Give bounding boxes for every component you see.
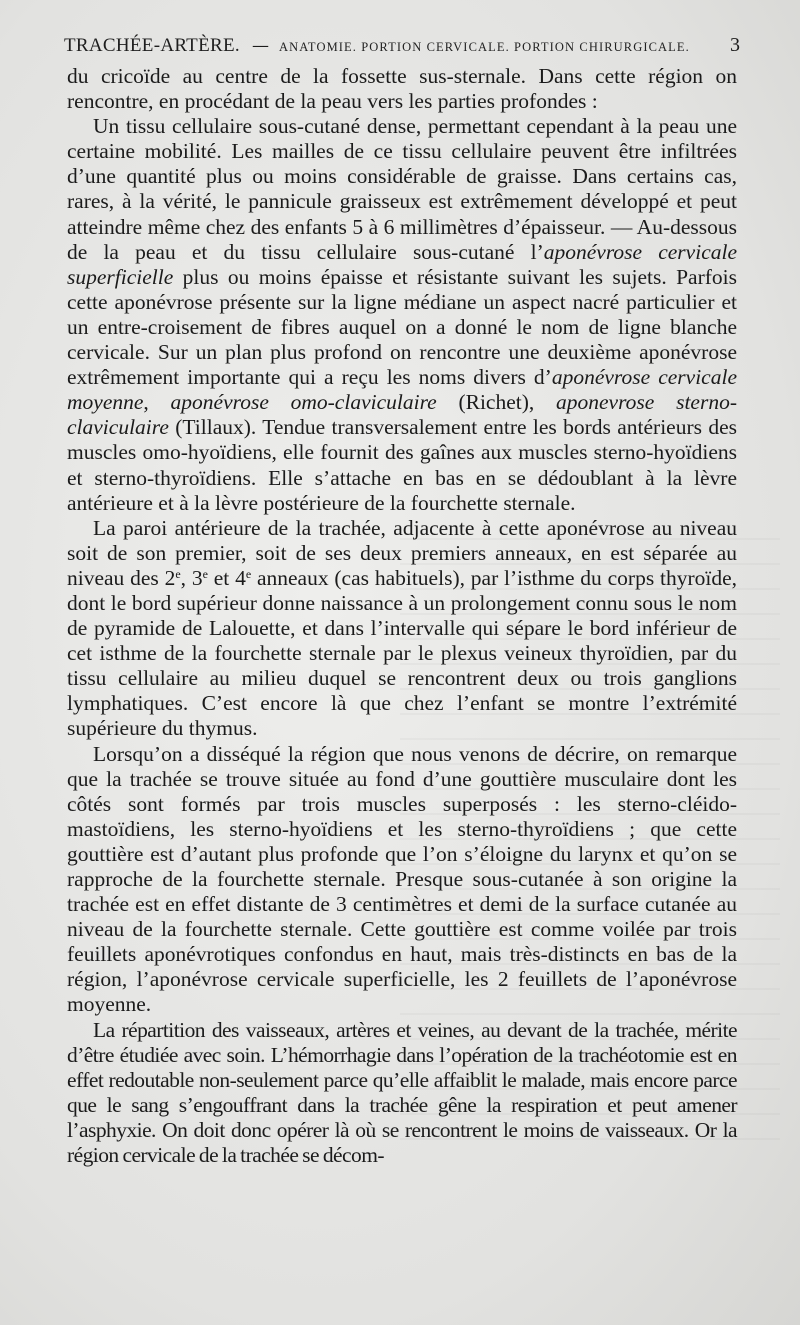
- ordinal-superscript: e: [245, 566, 252, 581]
- paragraph-3: [67, 516, 737, 742]
- italic-term: aponévrose cervicale moyenne: [67, 365, 737, 415]
- text-run: (Tillaux). Tendue transversalement entre les bords antérieurs des muscles omo-hyoïdiens, elle fournit des gaînes aux muscles sterno-hyoïdiens et sterno-thyroïdiens. Elle s’attache en bas en se dédoublant à la lèvre antérieure et à la lèvre postérieure de la fourchette sternale.: [67, 415, 737, 515]
- paragraph-1: [67, 64, 737, 114]
- text-run: (Richet),: [436, 390, 557, 415]
- italic-term: aponevrose sterno-claviculaire: [67, 390, 737, 440]
- paragraph-5: [67, 1018, 737, 1169]
- running-header: [64, 34, 740, 60]
- text-run: du cricoïde au centre de la fossette sus-sternale. Dans cette région on rencontre, en procédant de la peau vers les parties profondes :: [67, 64, 737, 114]
- ordinal-superscript: e: [202, 566, 208, 581]
- text-run: et 4: [207, 565, 246, 590]
- text-run: La répartition des vaisseaux, artères et veines, au devant de la trachée, mérite d’être étudiée avec soin. L’hémorrhagie dans l’opération de la trachéotomie est en effet redoutable non-seulement parce qu’elle affaiblit le malade, mais encore parce que le sang s’engouffrant dans la trachée gêne la respiration et peut amener l’asphyxie. On doit donc opérer là où se rencontrent le moins de vaisseaux. Or la région cervicale de la trachée se décom-: [67, 1017, 737, 1168]
- text-run: ,: [143, 390, 171, 415]
- header-title: TRACHÉE-ARTÈRE.: [64, 35, 240, 56]
- ordinal-superscript: e: [175, 566, 181, 581]
- header-dash: —: [251, 36, 269, 56]
- italic-term: aponévrose cervicale superficielle: [67, 239, 738, 289]
- page-number: 3: [730, 34, 740, 56]
- text-run: plus ou moins épaisse et résistante suivant les sujets. Parfois cette aponévrose présente sur la ligne médiane un aspect nacré particulier et un entre-croisement de fibres auquel on a donné le nom de ligne blanche cervicale. Sur un plan plus profond on rencontre une deuxième aponévrose extrêmement importante qui a reçu les noms divers d’: [67, 264, 737, 390]
- text-run: anneaux (cas habituels), par l’isthme du corps thyroïde, dont le bord supérieur donne naissance à un prolongement connu sous le nom de pyramide de Lalouette, et dans l’intervalle qui sépare le bord inférieur de cet isthme de la fourchette sternale par le plexus veineux thyroïdien, par du tissu cellulaire au milieu duquel se rencontrent deux ou trois ganglions lymphatiques. C’est encore là que chez l’enfant se montre l’extrémité supérieure du thymus.: [67, 565, 738, 741]
- italic-term: aponévrose omo-claviculaire: [170, 390, 437, 415]
- text-run: Lorsqu’on a disséqué la région que nous venons de décrire, on remarque que la trachée se trouve située au fond d’une gouttière musculaire dont les côtés sont formés par trois muscles superposés : les sterno-cléido-mastoïdiens, les sterno-hyoïdiens et les sterno-thyroïdiens ; que cette gouttière est d’autant plus profonde que l’on s’éloigne du larynx et qu’on se rapproche de la fourchette sternale. Presque sous-cutanée à son origine la trachée est en effet distante de 3 centimètres et demi de la surface cutanée au niveau de la fourchette sternale. Cette gouttière est comme voilée par trois feuillets aponévrotiques confondus en haut, mais très-distincts en bas de la région, l’aponévrose cervicale superficielle, les 2 feuillets de l’aponévrose moyenne.: [67, 741, 737, 1017]
- text-run: , 3: [180, 565, 203, 590]
- text-run: La paroi antérieure de la trachée, adjacente à cette aponévrose au niveau soit de son premier, soit de ses deux premiers anneaux, en est séparée au niveau des 2: [67, 515, 737, 590]
- paragraph-2: [67, 114, 737, 516]
- body-text: [67, 64, 737, 1168]
- header-subtitle: ANATOMIE. PORTION CERVICALE. PORTION CHIRURGICALE.: [278, 40, 690, 54]
- text-run: Un tissu cellulaire sous-cutané dense, permettant cependant à la peau une certaine mobilité. Les mailles de ce tissu cellulaire peuvent être infiltrées d’une quantité plus ou moins considérable de graisse. Dans certains cas, rares, à la vérité, le pannicule graisseux est extrêmement développé et peut atteindre même chez des enfants 5 à 6 millimètres d’épaisseur. — Au-dessous de la peau et du tissu cellulaire sous-cutané l’: [67, 114, 737, 264]
- paragraph-4: [67, 742, 737, 1018]
